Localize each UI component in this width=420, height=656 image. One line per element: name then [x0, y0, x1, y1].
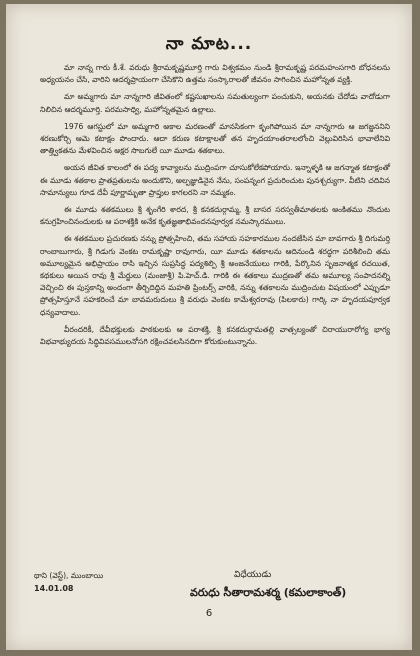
page-title: నా మాట... — [165, 34, 253, 54]
place-line: థాని (వెస్ట్), ముంబాయి — [34, 571, 104, 580]
page-body — [40, 62, 390, 353]
paragraph: 1976 ఆగస్టులో మా అమ్మగారి అకాల మరణంతో మానసికంగా కృంగిపోయిన మా నాన్నగారు ఆ జగజ్జననిని శరణుకోర్చి ఆమె కటాక్షం పొందారు. ఆదా కరుణ కటాక్షాలతో తన హృదయాంతరాలలోంచి వెల్లువిరిసిన భావాలేనివి తాత్త్వికతను మేళవించిన అక్షర సొబగులే యీ మూడు శతకాలు. — [40, 121, 390, 156]
paragraph: మా అమ్మగారు మా నాన్నగారి జీవితంలో కష్టసుఖాలను సమతుల్యంగా పంచుకుని, అయనకు చేదోడు వాదోడుగా నిలిచిన ఆదర్శమూర్తి. పరమసాధ్వి, మహోన్నతమైన ఉల్లాలు. — [40, 92, 390, 114]
book-page — [6, 4, 412, 650]
paragraph: మా నాన్న గారు కీ.శే. వరుధు శ్రీరామకృష్ణమూర్తి గారు విశ్వకమం నుండి శ్రీరామకృష్ణ పరమహంసగారి బోధనలను అధ్యయనం చేసి, వారిని ఆదర్శప్రాయంగా చేసికొని ఉత్తమ సంస్కారాలతో జీవనం సాగించిన మహోన్నత వ్యక్తి. — [40, 63, 390, 85]
signoff-label: విధేయుడు — [234, 570, 272, 580]
author-name: వరుధు సీతారామశర్మ (కమలాకాంత్) — [190, 586, 347, 599]
paragraph: ఈ మూడు శతకములు శ్రీ శృంగేరి శారద, శ్రీ కనకదుర్గామ్మ, శ్రీ బాసర సరస్వతీమాతలకు అంకితము నొందుట కనుగ్రహించినందులకు ఆ పరాశక్తికి అనేక కృతజ్ఞతాభివందనపూర్వక నమస్కారములు. — [40, 205, 390, 227]
date-line: 14.01.08 — [34, 584, 74, 593]
paragraph: అయన జీవిత కాలంలో ఈ పద్య కావ్యాలను ముద్రింపగా చూసుకోలేకపోయారు. ఇన్నాళ్ళకి ఆ జగన్మాత కటాక్షంతో ఈ మూడు శతకాల ప్రాతప్రతులను అందుకొని, అల్పజ్ఞుడినైన నేను, సంపన్నంగ ప్రచురించుట పునశ్చర్యుగా. వీటిని చదివిన సామాన్యులు గూడ దేవీ పూర్ణామృతా ప్రాప్తుల కాగలరని నా నమ్మకం. — [40, 163, 390, 197]
paragraph: ఈ శతకముల ప్రచురణకు నన్ను ప్రోత్సహించి, తమ సహాయ సహకారముల నందజేసిన మా బావగారు శ్రీ దిగుమర్తి రాంబాబుగారు, శ్రీ గిడుగు వెంకట రామకృష్ణా రావుగారు, యీ మూడు శతకాలను ఆదినుండి శరద్ధగా పరిశీలించి తమ అమూల్యమైన అభిప్రాయం రాసి ఇచ్చిన సుప్రసిద్ధ పద్యశిల్పి శ్రీ అంజనేయులు గారికి, పేర్కొనిన సృజనాత్మక రచయిత, కథకులు అయిన రావు శ్రీ మేర్జులు (మంజాశ్రీ) పి.హెచ్.డి. గారికి ఈ శతకాలు ముద్రణతో తమ అమూల్య సంపాదనల్ని వెచ్చించి ఈ పుస్తకాన్ని అందంగా తీర్చిదిద్దిన మహతి ప్రింటర్స్ వారికి, నన్ను శతకాలను ముద్రించుట విషయంలో ఎప్పుడూ ప్రోత్సహిస్తూనే సహకరించే మా బావమరుదులు శ్రీ వరుధు వెంకట కామేశ్వరరావు (పిలకారు) గార్కి నా హృదయపూర్వక ధన్యవాదాలు. — [40, 234, 390, 317]
paragraph: వీరందరికీ, దేవీభక్తులకు పాఠకులకు ఆ పరాశక్తి, శ్రీ కనకదుర్గామతల్లి వాత్సల్యంతో చిరాయురారోగ్య భాగ్య విభవాభ్యుదయ సిద్ధివివసములనోసగి రక్షించవలసినదిగా కోరుకుంటున్నాను. — [40, 324, 390, 347]
page-number: 6 — [205, 608, 213, 619]
